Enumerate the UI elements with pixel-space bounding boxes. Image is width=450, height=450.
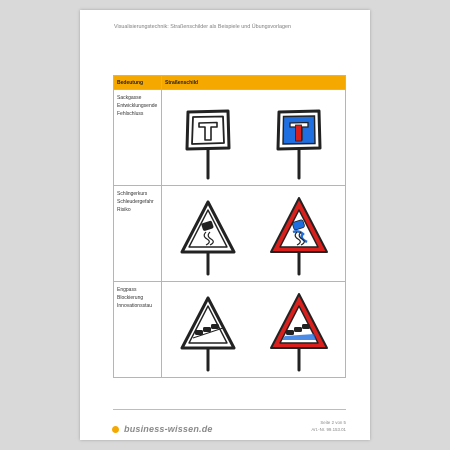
sign-cell [162, 186, 346, 282]
sign-cell [162, 282, 346, 378]
table-header-row [114, 76, 346, 90]
meaning-term: Entwicklungsende [117, 103, 158, 109]
meaning-cell [114, 90, 162, 186]
table-row [114, 186, 346, 282]
meaning-term: Blockierung [117, 295, 144, 301]
table-row [114, 282, 346, 378]
traffic-jam-sign-outline-icon [176, 282, 240, 372]
slippery-road-sign-red-icon [267, 186, 331, 276]
table-row [114, 90, 346, 186]
logo-text: business-wissen.de [124, 424, 213, 434]
document-title: Visualisierungstechnik: Straßenschilder als Beispiele und Übungsvorlagen [114, 24, 291, 30]
footer-divider [113, 409, 346, 410]
meaning-term: Fehlschluss [117, 111, 144, 117]
page-info [311, 419, 346, 433]
dead-end-sign-outline-icon [178, 90, 238, 180]
meaning-term: Sackgasse [117, 95, 142, 101]
meaning-term: Schleudergefahr [117, 199, 154, 205]
meaning-term: Schlingerkurs [117, 191, 148, 197]
slippery-road-sign-outline-icon [176, 186, 240, 276]
header-road-sign: Straßenschild [162, 76, 346, 90]
dead-end-sign-blue-icon [269, 90, 329, 180]
footer-logo [112, 424, 213, 434]
signs-table [113, 75, 346, 378]
sign-cell [162, 90, 346, 186]
header-meaning: Bedeutung [114, 76, 162, 90]
logo-dot-icon [112, 426, 119, 433]
meaning-term: Risiko [117, 207, 131, 213]
page-number: Seite 2 von 5 [320, 420, 346, 425]
meaning-cell [114, 186, 162, 282]
article-number: Art.-Nr. 99.153.01 [311, 427, 346, 432]
document-page [80, 10, 370, 440]
meaning-term: Innovationsstau [117, 303, 153, 309]
traffic-jam-sign-red-icon [267, 282, 331, 372]
meaning-cell [114, 282, 162, 378]
meaning-term: Engpass [117, 287, 137, 293]
